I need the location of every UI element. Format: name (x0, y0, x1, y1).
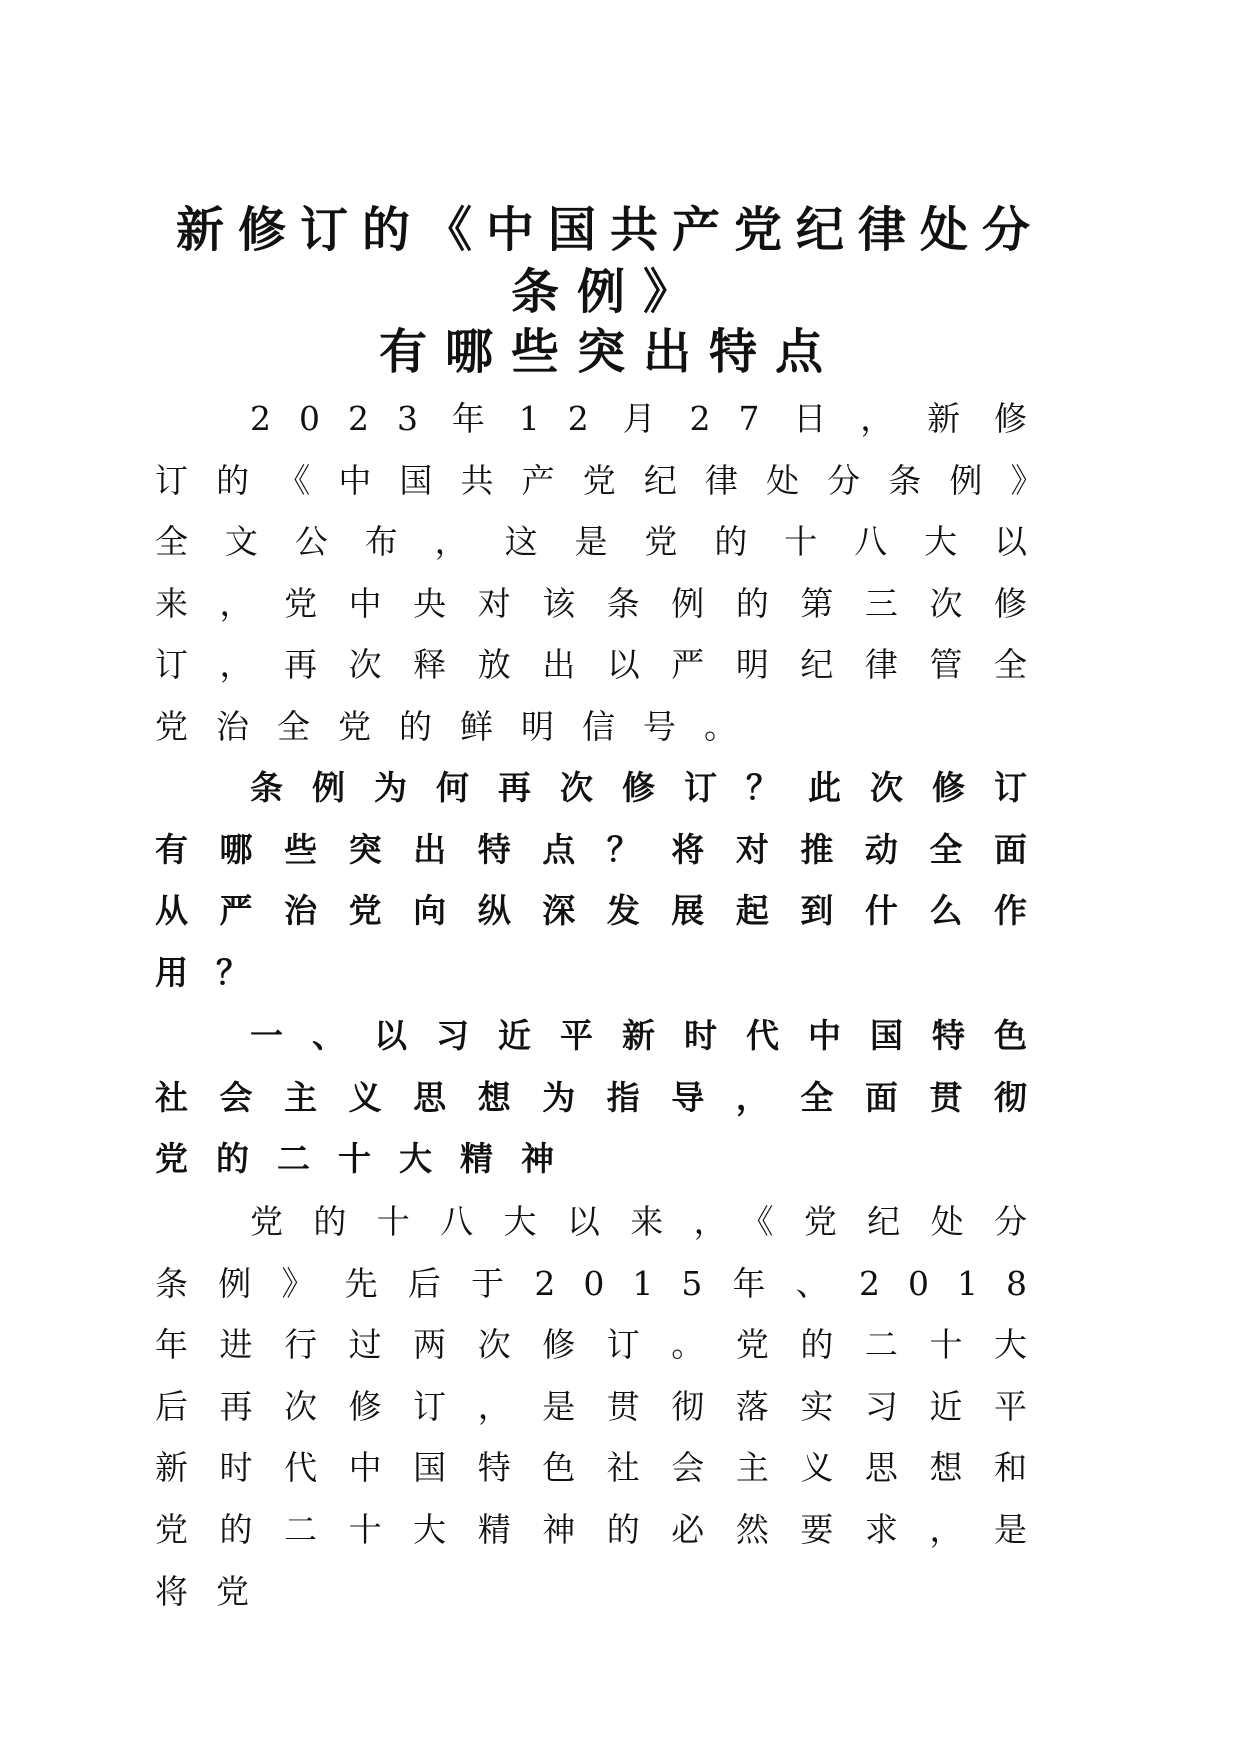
intro-paragraph: 2023年12月27日，新修订的《中国共产党纪律处分条例》全文公布，这是党的十八大以来，党中央对该条例的第三次修订，再次释放出以严明纪律管全党治全党的鲜明信号。 (155, 399, 1055, 746)
questions-paragraph: 条例为何再次修订？此次修订有哪些突出特点？将对推动全面从严治党向纵深发展起到什么作用？ (155, 768, 1055, 992)
document-title-line-3: 有哪些突出特点 (378, 324, 841, 380)
section-heading-1: 一、以习近平新时代中国特色社会主义思想为指导，全面贯彻党的二十大精神 (155, 1016, 1055, 1179)
document-title-line-1: 新修订的《中国共产党纪律处分 (175, 202, 1044, 258)
document-title-line-2: 条例》 (510, 264, 709, 320)
section-1-body-paragraph: 党的十八大以来，《党纪处分条例》先后于2015年、2018年进行过两次修订。党的二十大后再次修订，是贯彻落实习近平新时代中国特色社会主义思想和党的二十大精神的必然要求，是将党 (155, 1202, 1055, 1611)
